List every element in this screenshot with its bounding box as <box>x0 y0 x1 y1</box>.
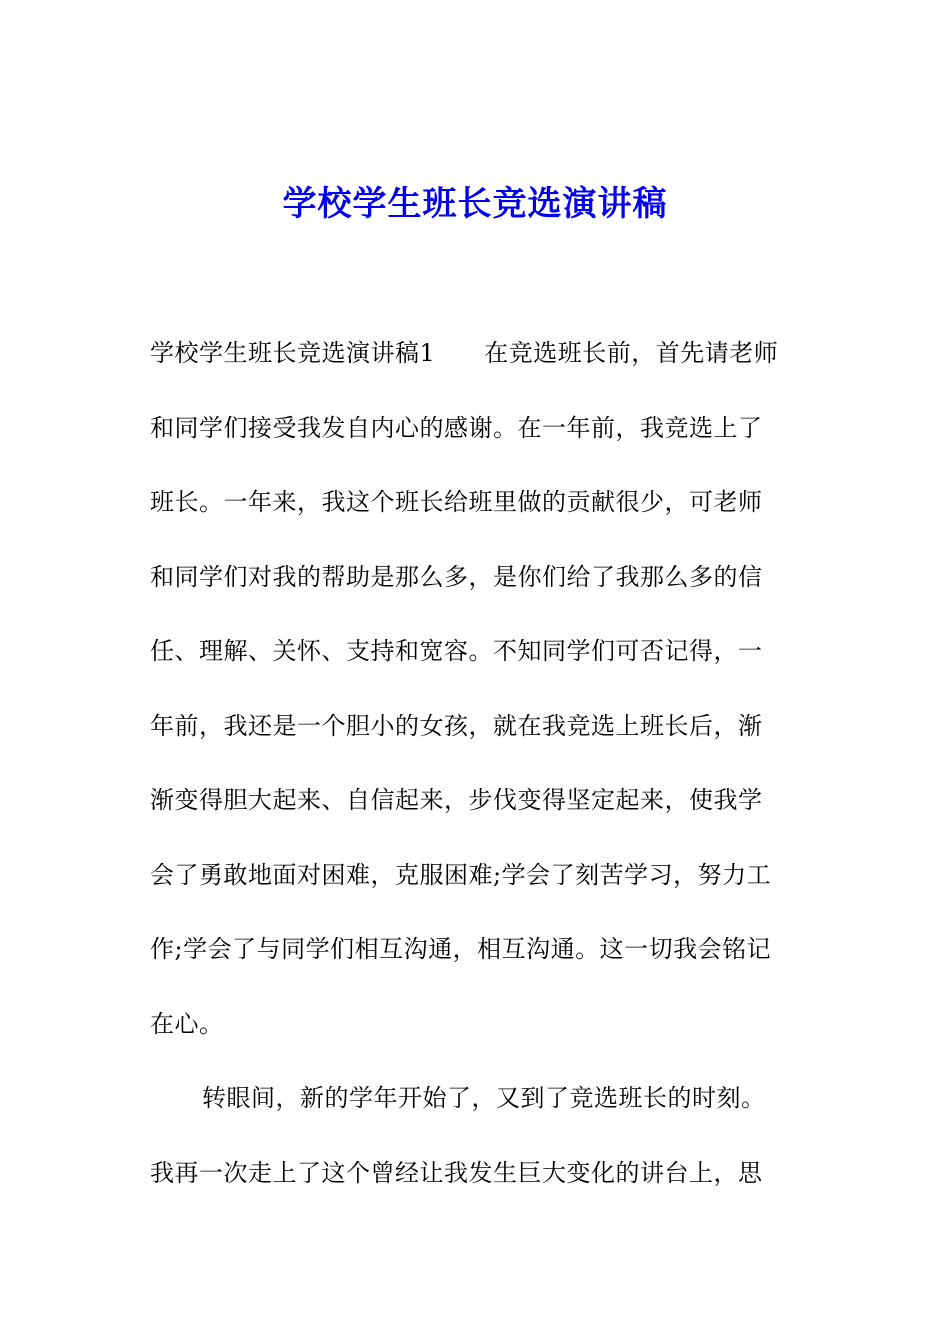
paragraph-line: 年前，我还是一个胆小的女孩，就在我竞选上班长后，渐 <box>150 711 763 740</box>
paragraph-line: 班长。一年来，我这个班长给班里做的贡献很少，可老师 <box>150 488 763 516</box>
paragraph-line: 和同学们对我的帮助是那么多，是你们给了我那么多的信 <box>150 562 763 591</box>
paragraph-line: 会了勇敢地面对困难，克服困难;学会了刻苦学习，努力工 <box>150 860 772 889</box>
document-title: 学校学生班长竞选演讲稿 <box>282 184 668 224</box>
paragraph-line: 我再一次走上了这个曾经让我发生巨大变化的讲台上，思 <box>150 1158 763 1187</box>
paragraph-line: 作;学会了与同学们相互沟通，相互沟通。这一切我会铭记 <box>150 935 772 963</box>
paragraph-line: 任、理解、关怀、支持和宽容。不知同学们可否记得，一 <box>150 637 763 665</box>
paragraph-line: 在心。 <box>150 1009 224 1038</box>
paragraph-line: 学校学生班长竞选演讲稿1 在竞选班长前，首先请老师 <box>150 339 779 367</box>
paragraph-line: 和同学们接受我发自内心的感谢。在一年前，我竞选上了 <box>150 413 763 442</box>
paragraph-line: 转眼间，新的学年开始了，又到了竞选班长的时刻。 <box>202 1084 766 1112</box>
document-body <box>150 316 812 1210</box>
paragraph-line: 渐变得胆大起来、自信起来，步伐变得坚定起来，使我学 <box>150 786 763 814</box>
